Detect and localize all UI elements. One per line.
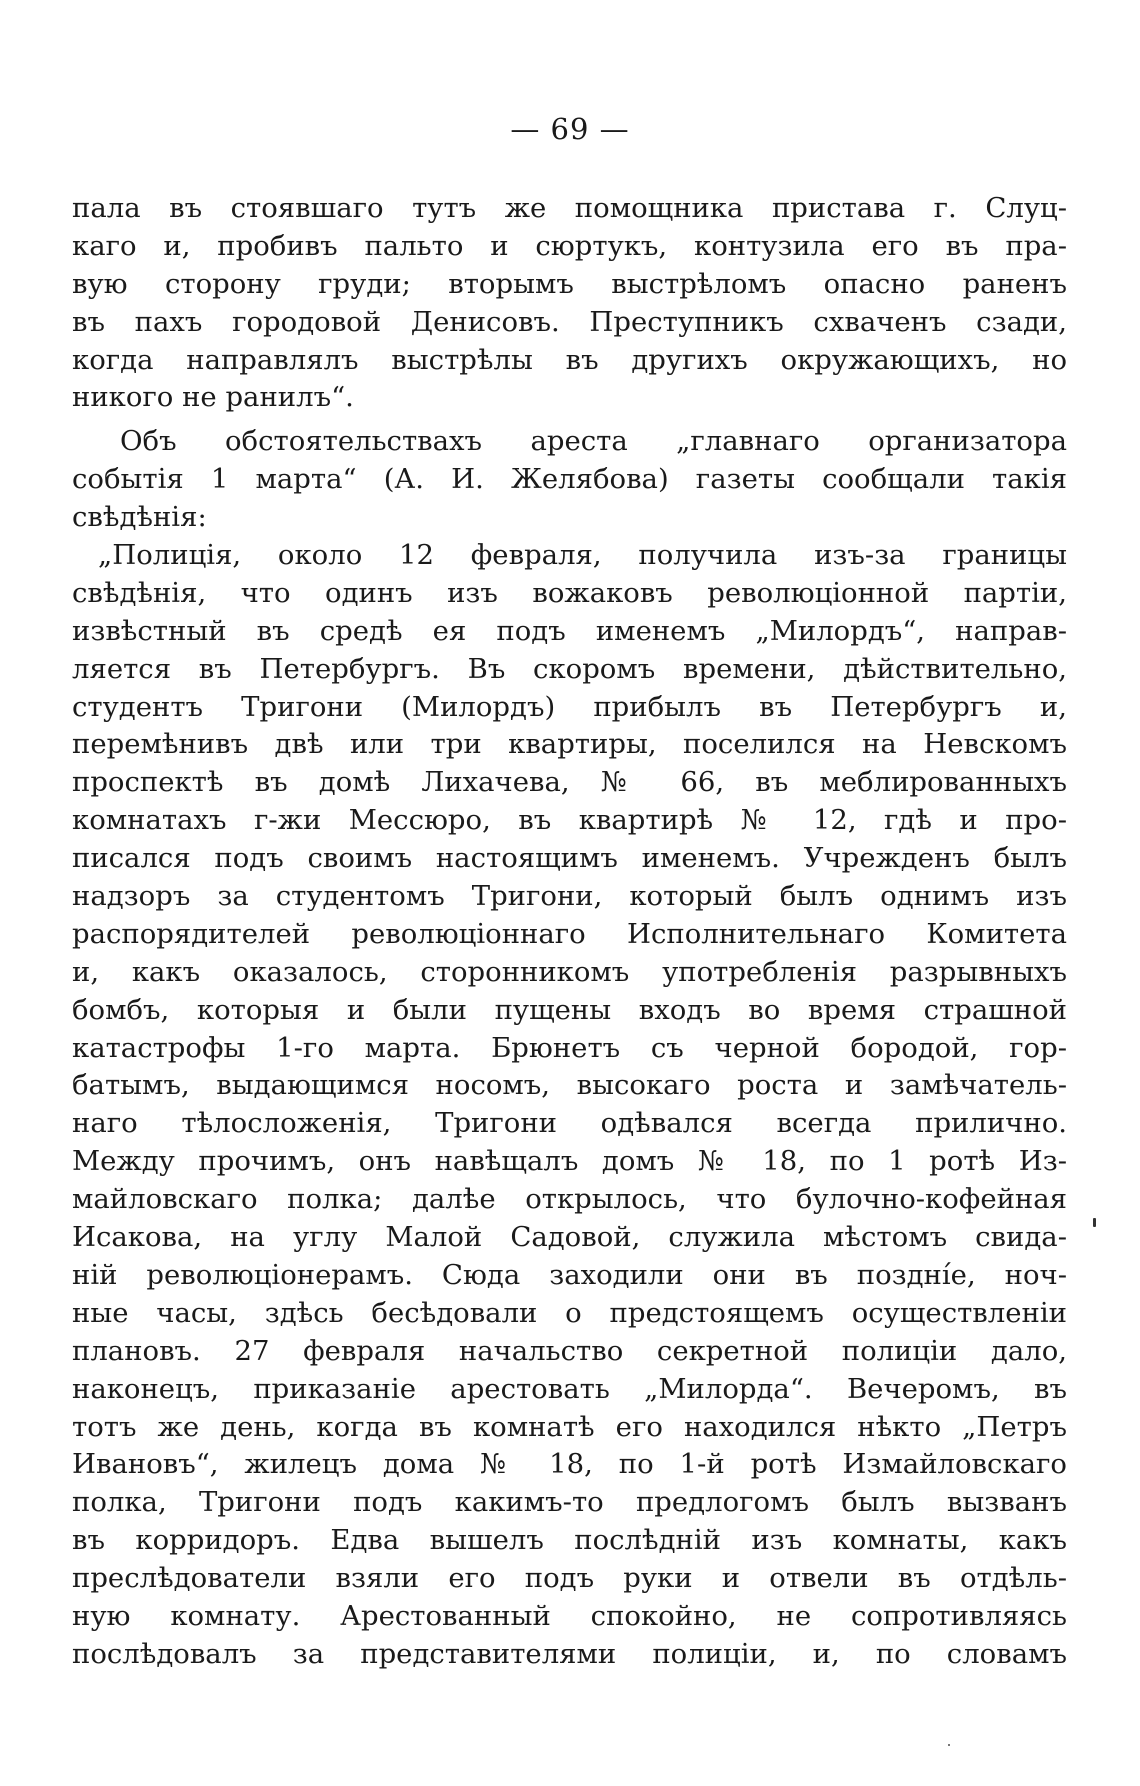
text-line: и, какъ оказалось, сторонникомъ употребленія разрывныхъ: [72, 955, 1067, 988]
text-line: наго тѣлосложенія, Тригони одѣвался всегда прилично.: [72, 1107, 1067, 1140]
text-line: перемѣнивъ двѣ или три квартиры, поселился на Невскомъ: [72, 728, 1067, 761]
text-line: никого не ранилъ“.: [72, 381, 354, 414]
text-line: послѣдовалъ за представителями полиціи, и, по словамъ: [72, 1637, 1067, 1670]
text-line: тотъ же день, когда въ комнатѣ его находился нѣкто „Петръ: [72, 1410, 1067, 1443]
text-line: Объ обстоятельствахъ ареста „главнаго организатора: [120, 425, 1067, 458]
text-line: „Полиція, около 12 февраля, получила изъ-за границы: [98, 539, 1067, 572]
text-line: Между прочимъ, онъ навѣщалъ домъ № 18, по 1 ротѣ Из-: [72, 1145, 1067, 1178]
text-line: Ивановъ“, жилецъ дома № 18, по 1-й ротѣ Измайловскаго: [72, 1448, 1067, 1481]
text-line: студентъ Тригони (Милордъ) прибылъ въ Петербургъ и,: [72, 690, 1067, 723]
text-line: когда направлялъ выстрѣлы въ другихъ окружающихъ, но: [72, 343, 1067, 376]
text-line: ную комнату. Арестованный спокойно, не сопротивляясь: [72, 1599, 1067, 1632]
text-line: событія 1 марта“ (А. И. Желябова) газеты сообщали такія: [72, 463, 1067, 496]
text-line: полка, Тригони подъ какимъ-то предлогомъ былъ вызванъ: [72, 1486, 1067, 1519]
text-line: Исакова, на углу Малой Садовой, служила мѣстомъ свида-: [72, 1221, 1067, 1254]
text-line: извѣстный въ средѣ ея подъ именемъ „Милордъ“, направ-: [72, 614, 1067, 647]
text-line: надзоръ за студентомъ Тригони, который былъ однимъ изъ: [72, 880, 1067, 913]
text-line: комнатахъ г-жи Мессюро, въ квартирѣ № 12, гдѣ и про-: [72, 804, 1067, 837]
text-line: ній революціонерамъ. Сюда заходили они въ позднíе, ноч-: [72, 1258, 1067, 1291]
text-line: наконецъ, приказаніе арестовать „Милорда“. Вечеромъ, въ: [72, 1372, 1067, 1405]
text-line: въ корридоръ. Едва вышелъ послѣдній изъ комнаты, какъ: [72, 1524, 1067, 1557]
print-speck: [948, 1744, 950, 1746]
text-line: свѣдѣнія, что одинъ изъ вожаковъ революціонной партіи,: [72, 576, 1067, 609]
text-line: каго и, пробивъ пальто и сюртукъ, контузила его въ пра-: [72, 229, 1067, 262]
text-line: ные часы, здѣсь бесѣдовали о предстоящемъ осуществленіи: [72, 1296, 1067, 1329]
text-line: батымъ, выдающимся носомъ, высокаго роста и замѣчатель-: [72, 1069, 1067, 1102]
text-line: бомбъ, которыя и были пущены входъ во время страшной: [72, 993, 1067, 1026]
text-line: ляется въ Петербургъ. Въ скоромъ времени, дѣйствительно,: [72, 652, 1067, 685]
text-line: преслѣдователи взяли его подъ руки и отвели въ отдѣль-: [72, 1562, 1067, 1595]
text-line: плановъ. 27 февраля начальство секретной полиціи дало,: [72, 1334, 1067, 1367]
text-line: писался подъ своимъ настоящимъ именемъ. Учрежденъ былъ: [72, 842, 1067, 875]
text-line: распорядителей революціоннаго Исполнительнаго Комитета: [72, 917, 1067, 950]
body-text: [72, 190, 1067, 1674]
page-number: — 69 —: [510, 112, 630, 146]
text-line: майловскаго полка; далѣе открылось, что булочно-кофейная: [72, 1183, 1067, 1216]
text-line: пала въ стоявшаго тутъ же помощника пристава г. Слуц-: [72, 192, 1067, 224]
text-line: вую сторону груди; вторымъ выстрѣломъ опасно раненъ: [72, 267, 1067, 300]
text-line: свѣдѣнія:: [72, 501, 207, 534]
text-line: катастрофы 1-го марта. Брюнетъ съ черной бородой, гор-: [72, 1031, 1067, 1064]
text-line: въ пахъ городовой Денисовъ. Преступникъ схваченъ сзади,: [72, 305, 1067, 338]
text-line: проспектѣ въ домѣ Лихачева, № 66, въ меблированныхъ: [72, 766, 1067, 799]
margin-mark: [1093, 1218, 1096, 1227]
